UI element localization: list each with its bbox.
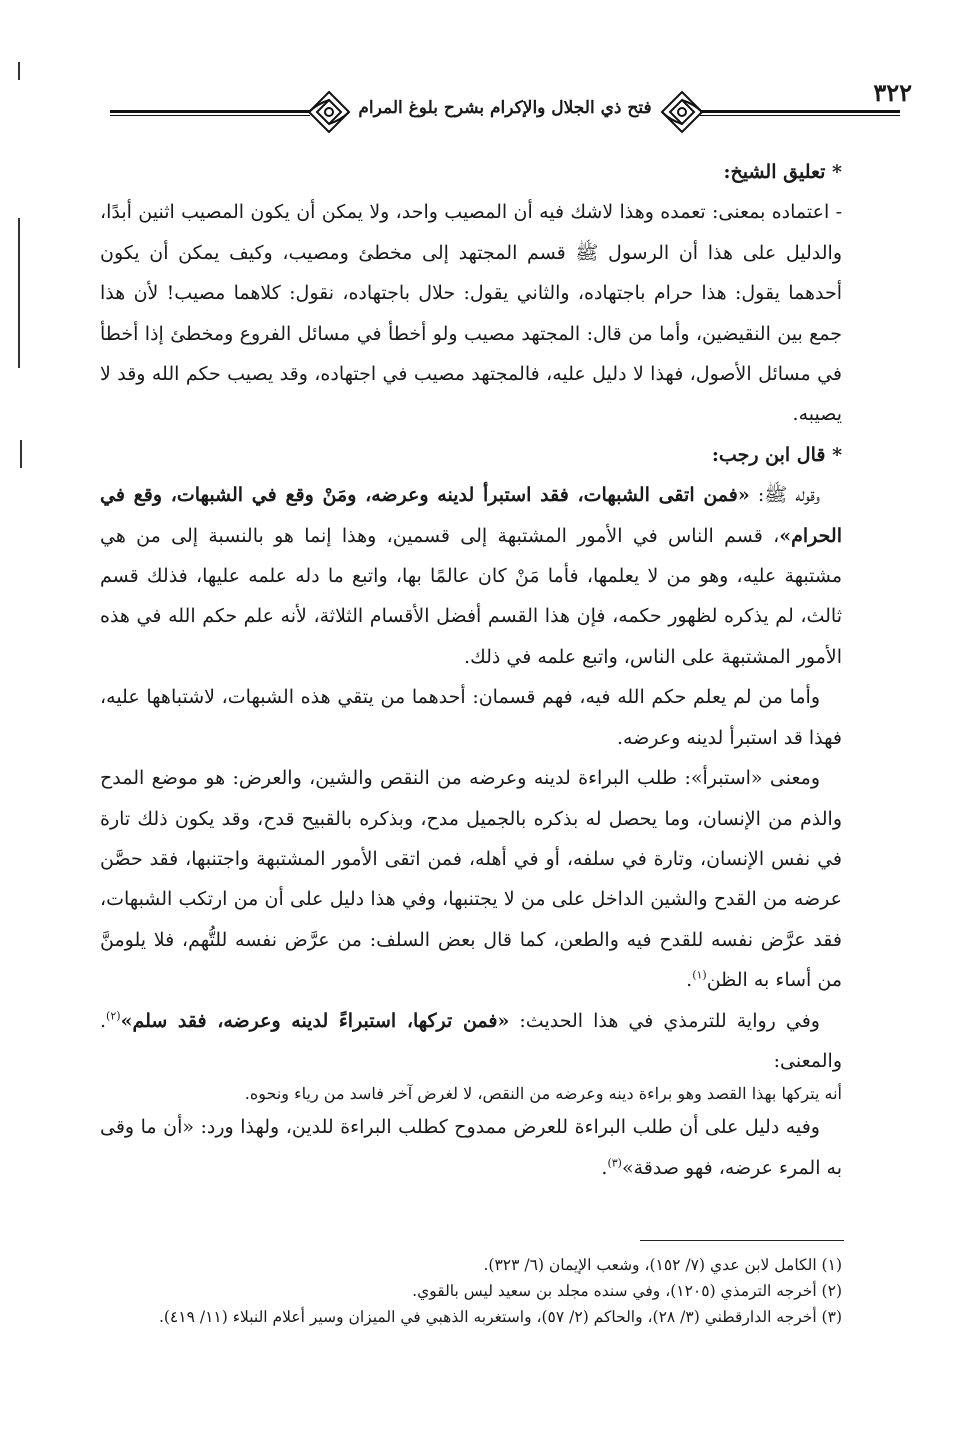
- page-header: [110, 78, 912, 140]
- footnote-ref-2: (٢): [106, 1009, 121, 1023]
- paragraph-istabra-meaning: ومعنى «استبرأ»: طلب البراءة لدينه وعرضه من النقص والشين، والعرض: هو موضع المدح والذم من الإنسان، وما يحصل له بذكره بالجميل مدح، وبذكره بالقبيح قدح، وقد يكون ذلك تارة في نفس الإنسان، وتارة في سلفه، أو في أهله، فمن اتقى الأمور المشتبهة واجتنبها، فقد حصَّن عرضه من القدح والشين الداخل على من لا يجتنبها، وفي هذا دليل على أن من ارتكب الشبهات، فقد عرَّض نفسه للقدح فيه والطعن، كما قال بعض السلف: من عرَّض نفسه للتُّهم، فلا يلومنَّ من أساء به الظن$^{(١)}$.: [100, 767, 842, 992]
- paragraph-text: وفيه دليل على أن طلب البراءة للعرض ممدوح كطلب البراءة للدين، ولهذا ورد: «أن ما وقى به المرء عرضه، فهو صدقة»: [100, 1116, 842, 1179]
- footnote-ref-1: (١): [692, 968, 707, 982]
- footnote-1: (١) الكامل لابن عدي (٧/ ١٥٢)، وشعب الإيمان (٦/ ٣٢٣).: [483, 1256, 842, 1274]
- paragraph-hadith-division: [100, 475, 842, 677]
- footnotes: [100, 1252, 842, 1330]
- paragraph-tirmidhi-narration: [100, 1001, 842, 1082]
- main-text: [100, 152, 842, 1188]
- paragraph-rest: ، قسم الناس في الأمور المشتبهة إلى قسمين، وهذا إنما هو بالنسبة إلى من هي مشتبهة عليه، وهو من لا يعلمها، فأما مَنْ كان عالمًا بها، واتبع ما دله علمه عليها، فذلك قسم ثالث، لم يذكره لظهور حكمه، فإن هذا القسم أفضل الأقسام الثلاثة، لأنه علم حكم الله في هذه الأمور المشتبهة على الناس، واتبع علمه في ذلك.: [100, 524, 842, 668]
- hadith-quote: «فمن اتقى الشبهات، فقد استبرأ لدينه وعرضه، ومَنْ وقع في الشبهات، وقع في الحرام»: [100, 484, 842, 547]
- footnote-2: (٢) أخرجه الترمذي (١٢٠٥)، وفي سنده مجلد بن سعيد ليس بالقوي.: [412, 1282, 842, 1300]
- paragraph-two-groups: وأما من لم يعلم حكم الله فيه، فهم قسمان: أحدهما من يتقي هذه الشبهات، لاشتباهها عليه، فهذا قد استبرأ لدينه وعرضه.: [100, 686, 842, 749]
- header-rule-right: [700, 110, 900, 113]
- heading-ibn-rajab: * قال ابن رجب:: [711, 443, 842, 466]
- paragraph-text: ومعنى «استبرأ»: طلب البراءة لدينه وعرضه من النقص والشين، والعرض: هو موضع المدح والذم من الإنسان، وما يحصل له بذكره بالجميل مدح، وبذكره بالقبيح قدح، وقد يكون ذلك تارة في نفس الإنسان، وتارة في سلفه، أو في أهله، فمن اتقى الأمور المشتبهة واجتنبها، فقد حصَّن عرضه من القدح والشين الداخل على من لا يجتنبها، وفي هذا دليل على أن من ارتكب الشبهات، فقد عرَّض نفسه للقدح فيه والطعن، كما قال بعض السلف: من عرَّض نفسه للتُّهم، فلا يلومنَّ من أساء به الظن: [100, 767, 842, 992]
- header-rule-right-thin: [700, 115, 900, 116]
- ornament-left-icon: [305, 88, 353, 136]
- heading-sheikh-comment: * تعليق الشيخ:: [723, 161, 842, 183]
- paragraph-meaning-small: أنه يتركها بهذا القصد وهو براءة دينه وعرضه من النقص، لا لغرض آخر فاسد من رياء ونحوه.: [244, 1084, 842, 1104]
- paragraph-intro: وفي رواية للترمذي في هذا الحديث:: [509, 1009, 820, 1032]
- footnote-3: (٣) أخرجه الدارقطني (٣/ ٢٨)، والحاكم (٢/ ٥٧)، واستغربه الذهبي في الميزان وسير أعلام النبلاء (١١/ ٤١٩).: [158, 1308, 842, 1326]
- ornament-right-icon: [658, 88, 706, 136]
- paragraph-honor-charity: وفيه دليل على أن طلب البراءة للعرض ممدوح كطلب البراءة للدين، ولهذا ورد: «أن ما وقى به المرء عرضه، فهو صدقة»$^{(٣)}$.: [100, 1116, 842, 1179]
- hadith-quote: «فمن تركها، استبراءً لدينه وعرضه، فقد سلم»: [120, 1009, 510, 1032]
- header-rule-left-thin: [110, 115, 310, 116]
- running-title: فتح ذي الجلال والإكرام بشرح بلوغ المرام: [358, 98, 652, 118]
- footnote-ref-3: (٣): [607, 1156, 622, 1170]
- paragraph-intro: وقوله ﷺ:: [749, 484, 820, 507]
- footnote-divider: [640, 1240, 844, 1241]
- header-rule-left: [110, 110, 310, 113]
- paragraph-rest: . والمعنى:: [100, 1009, 842, 1072]
- paragraph-sheikh-comment: - اعتماده بمعنى: تعمده وهذا لاشك فيه أن المصيب واحد، ولا يمكن أن يكون المصيب اثنين أبدًا، والدليل على هذا أن الرسول ﷺ قسم المجتهد إلى مخطئ ومصيب، وكيف يمكن أن يكون أحدهما يقول: هذا حرام باجتهاده، والثاني يقول: حلال باجتهاده، نقول: كلاهما مصيب! لأن هذا جمع بين النقيضين، وأما من قال: المجتهد مصيب ولو أخطأ في مسائل الفروع ومخطئ إذا أخطأ في مسائل الأصول، فهذا لا دليل عليه، فالمجتهد مصيب في اجتهاده، وقد يصيب حكم الله وقد لا يصيبه.: [100, 201, 842, 426]
- page-number: ٣٢٢: [873, 78, 912, 107]
